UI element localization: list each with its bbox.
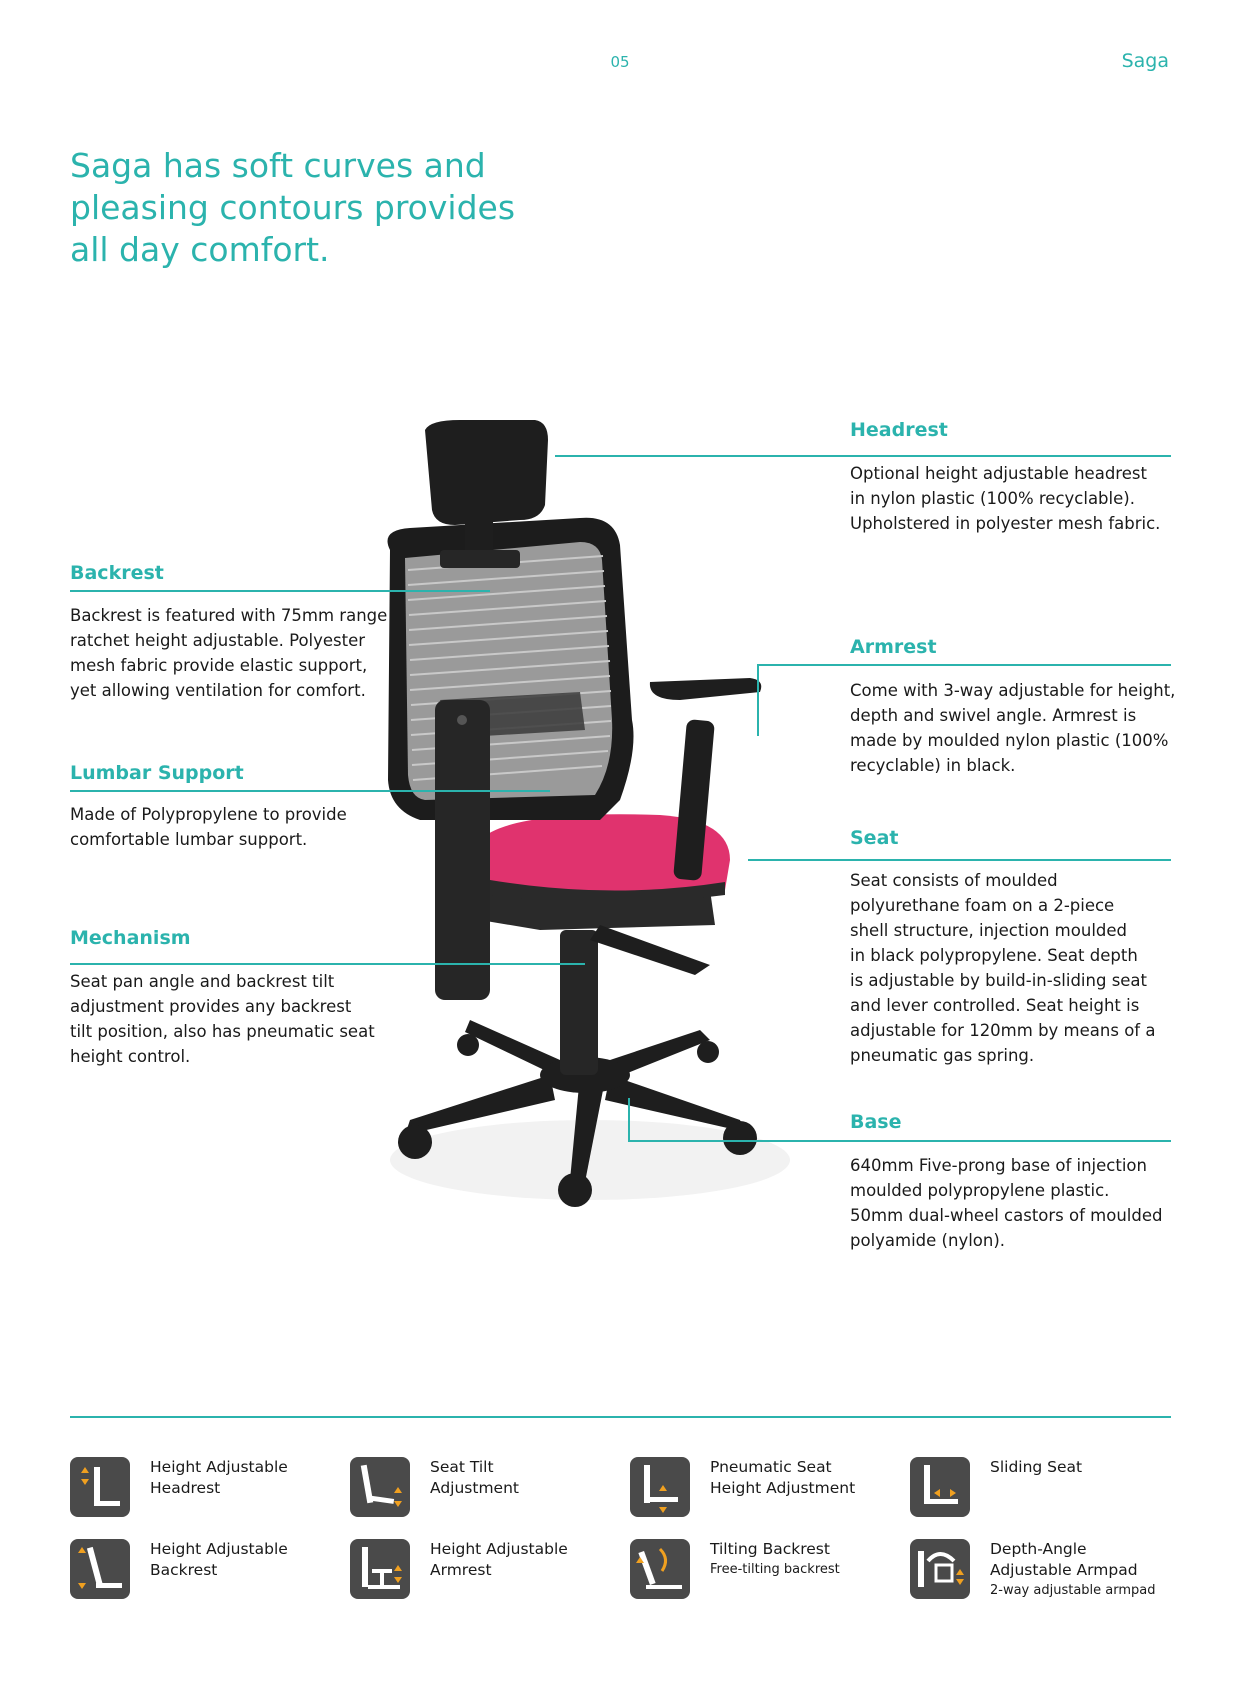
body-line: Seat consists of moulded bbox=[850, 871, 1058, 890]
body-line: in nylon plastic (100% recyclable). bbox=[850, 489, 1135, 508]
feature-label: Height Adjustable bbox=[150, 1458, 288, 1476]
feature-label: Armrest bbox=[430, 1561, 492, 1579]
leader-line-armrest bbox=[757, 664, 1171, 666]
feature-label: Adjustable Armpad bbox=[990, 1561, 1138, 1579]
section-title-lumbar: Lumbar Support bbox=[70, 762, 244, 784]
feature-pneumatic-seat-height bbox=[630, 1457, 855, 1517]
feature-label: Pneumatic Seat bbox=[710, 1458, 832, 1476]
section-title-armrest: Armrest bbox=[850, 636, 937, 658]
section-body-backrest bbox=[70, 603, 400, 703]
tilt-lever bbox=[590, 925, 710, 975]
body-line: 640mm Five-prong base of injection bbox=[850, 1156, 1147, 1175]
body-line: Backrest is featured with 75mm range bbox=[70, 606, 388, 625]
section-body-seat bbox=[850, 868, 1180, 1068]
body-line: adjustment provides any backrest bbox=[70, 997, 352, 1016]
body-line: tilt position, also has pneumatic seat bbox=[70, 1022, 375, 1041]
body-line: polyurethane foam on a 2-piece bbox=[850, 896, 1115, 915]
feature-depth-angle-armpad bbox=[910, 1539, 1156, 1601]
feature-sublabel: Free-tilting backrest bbox=[710, 1562, 840, 1577]
body-line: in black polypropylene. Seat depth bbox=[850, 946, 1138, 965]
feature-height-adjustable-backrest bbox=[70, 1539, 288, 1599]
feature-label: Height Adjustment bbox=[710, 1479, 856, 1497]
section-title-backrest: Backrest bbox=[70, 562, 164, 584]
leader-line-backrest bbox=[70, 590, 490, 592]
section-title-mechanism: Mechanism bbox=[70, 927, 191, 949]
headline-line: all day comfort. bbox=[70, 230, 330, 269]
headrest bbox=[425, 420, 548, 525]
body-line: Come with 3-way adjustable for height, bbox=[850, 681, 1176, 700]
feature-label: Height Adjustable bbox=[150, 1540, 288, 1558]
body-line: recyclable) in black. bbox=[850, 756, 1016, 775]
body-line: comfortable lumbar support. bbox=[70, 830, 308, 849]
body-line: shell structure, injection moulded bbox=[850, 921, 1127, 940]
body-line: yet allowing ventilation for comfort. bbox=[70, 681, 366, 700]
feature-label: Adjustment bbox=[430, 1479, 519, 1497]
feature-height-adjustable-headrest bbox=[70, 1457, 288, 1517]
leader-line-lumbar bbox=[70, 790, 550, 792]
body-line: and lever controlled. Seat height is bbox=[850, 996, 1140, 1015]
armrest-pad bbox=[650, 678, 761, 700]
feature-label: Depth-Angle bbox=[990, 1540, 1087, 1558]
feature-label: Tilting Backrest bbox=[710, 1540, 830, 1558]
brand-name: Saga bbox=[1121, 50, 1169, 72]
page-number: 05 bbox=[610, 53, 630, 71]
leader-line-base-rise bbox=[628, 1098, 630, 1142]
feature-label: Headrest bbox=[150, 1479, 221, 1497]
leader-line-base bbox=[628, 1140, 1171, 1142]
body-line: ratchet height adjustable. Polyester bbox=[70, 631, 366, 650]
body-line: Optional height adjustable headrest bbox=[850, 464, 1147, 483]
tilting-backrest-icon bbox=[630, 1539, 690, 1599]
height-adjustable-backrest-icon bbox=[70, 1539, 130, 1599]
height-adjustable-headrest-icon bbox=[70, 1457, 130, 1517]
pneumatic-seat-height-icon bbox=[630, 1457, 690, 1517]
chair-illustration bbox=[380, 420, 800, 1210]
section-body-headrest bbox=[850, 461, 1180, 536]
section-title-seat: Seat bbox=[850, 827, 899, 849]
leader-line-armrest-drop bbox=[757, 664, 759, 736]
section-title-base: Base bbox=[850, 1111, 902, 1133]
leader-line-headrest bbox=[555, 455, 1171, 457]
page-headline bbox=[70, 145, 590, 271]
feature-seat-tilt bbox=[350, 1457, 519, 1517]
section-title-headrest: Headrest bbox=[850, 419, 948, 441]
height-adjustable-armrest-icon bbox=[350, 1539, 410, 1599]
body-line: is adjustable by build-in-sliding seat bbox=[850, 971, 1148, 990]
feature-label: Sliding Seat bbox=[990, 1458, 1083, 1476]
sliding-seat-icon bbox=[910, 1457, 970, 1517]
feature-tilting-backrest bbox=[630, 1539, 840, 1599]
body-line: 50mm dual-wheel castors of moulded bbox=[850, 1206, 1163, 1225]
body-line: polyamide (nylon). bbox=[850, 1231, 1006, 1250]
body-line: mesh fabric provide elastic support, bbox=[70, 656, 368, 675]
features-divider bbox=[70, 1416, 1171, 1418]
leader-line-seat bbox=[748, 859, 1171, 861]
headline-line: pleasing contours provides bbox=[70, 188, 516, 227]
body-line: depth and swivel angle. Armrest is bbox=[850, 706, 1137, 725]
body-line: adjustable for 120mm by means of a bbox=[850, 1021, 1156, 1040]
section-body-base bbox=[850, 1153, 1180, 1253]
body-line: Upholstered in polyester mesh fabric. bbox=[850, 514, 1161, 533]
feature-sliding-seat bbox=[910, 1457, 1082, 1517]
section-body-lumbar bbox=[70, 802, 400, 852]
feature-height-adjustable-armrest bbox=[350, 1539, 568, 1599]
body-line: pneumatic gas spring. bbox=[850, 1046, 1035, 1065]
seat-tilt-icon bbox=[350, 1457, 410, 1517]
body-line: made by moulded nylon plastic (100% bbox=[850, 731, 1169, 750]
body-line: moulded polypropylene plastic. bbox=[850, 1181, 1110, 1200]
feature-label: Seat Tilt bbox=[430, 1458, 494, 1476]
leader-line-mechanism bbox=[70, 963, 585, 965]
headline-line: Saga has soft curves and bbox=[70, 146, 486, 185]
feature-sublabel: 2-way adjustable armpad bbox=[990, 1583, 1156, 1598]
body-line: Seat pan angle and backrest tilt bbox=[70, 972, 335, 991]
body-line: Made of Polypropylene to provide bbox=[70, 805, 347, 824]
section-body-mechanism bbox=[70, 969, 400, 1069]
back-spine bbox=[435, 700, 490, 1000]
gas-lift bbox=[560, 930, 598, 1075]
feature-label: Height Adjustable bbox=[430, 1540, 568, 1558]
depth-angle-armpad-icon bbox=[910, 1539, 970, 1599]
feature-label: Backrest bbox=[150, 1561, 218, 1579]
body-line: height control. bbox=[70, 1047, 191, 1066]
section-body-armrest bbox=[850, 678, 1180, 778]
